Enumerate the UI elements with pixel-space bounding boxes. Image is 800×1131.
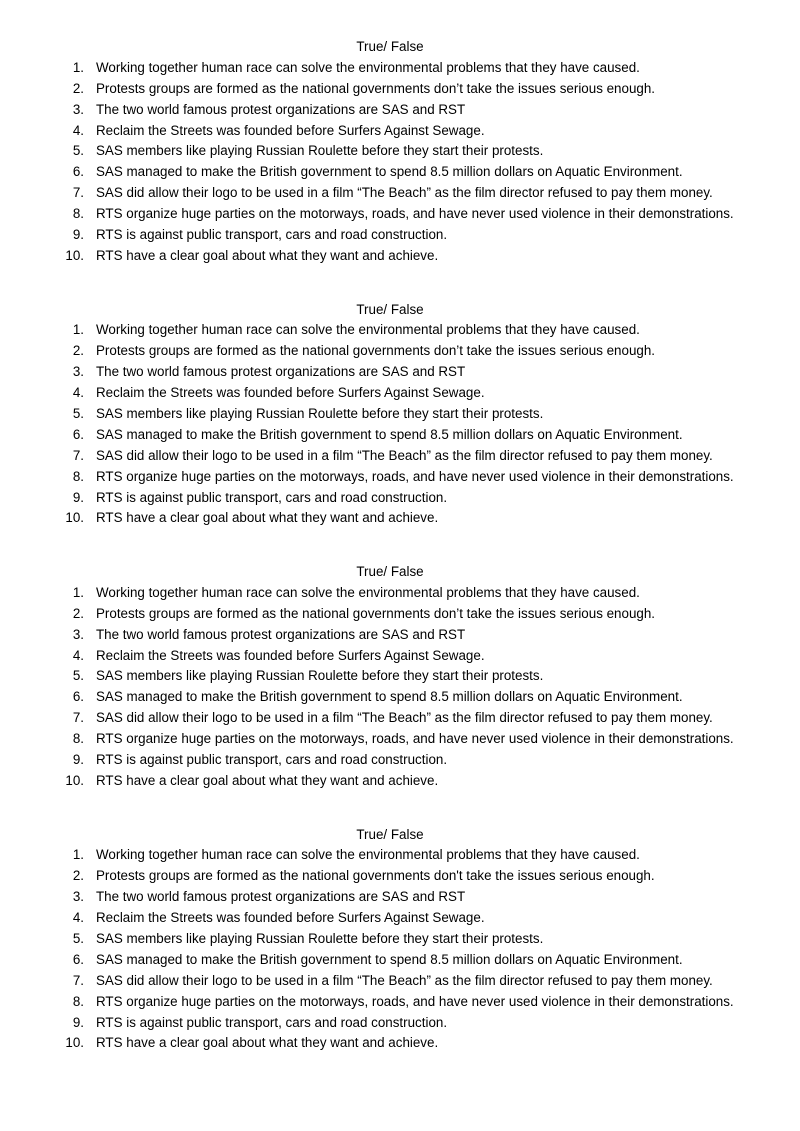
- question-text: SAS did allow their logo to be used in a film “The Beach” as the film director refused to pay them money.: [96, 185, 713, 201]
- question-number: 9.: [72, 489, 84, 505]
- question-number: 3.: [72, 889, 84, 905]
- question-number: 2.: [72, 605, 84, 621]
- question-number: 5.: [72, 143, 84, 159]
- question-number: 3.: [72, 626, 84, 642]
- section-title: True/ False: [356, 39, 424, 54]
- question-text: SAS members like playing Russian Roulette before they start their protests.: [96, 405, 544, 421]
- question-number: 8.: [72, 993, 84, 1009]
- question-text: RTS have a clear goal about what they want and achieve.: [96, 510, 439, 526]
- question-text: SAS members like playing Russian Roulette before they start their protests.: [96, 930, 544, 946]
- question-text: Reclaim the Streets was founded before Surfers Against Sewage.: [96, 122, 485, 138]
- question-text: RTS have a clear goal about what they want and achieve.: [96, 772, 439, 788]
- question-text: RTS organize huge parties on the motorways, roads, and have never used violence in their demonstrations.: [96, 993, 734, 1009]
- question-text: Working together human race can solve the environmental problems that they have caused.: [96, 584, 640, 600]
- question-number: 10.: [65, 247, 84, 263]
- question-number: 8.: [72, 206, 84, 222]
- question-number: 6.: [72, 689, 84, 705]
- question-text: Working together human race can solve the environmental problems that they have caused.: [96, 59, 640, 75]
- question-number: 4.: [72, 122, 84, 138]
- question-text: Protests groups are formed as the national governments don’t take the issues serious enough.: [96, 80, 656, 96]
- question-number: 7.: [72, 447, 84, 463]
- question-text: The two world famous protest organizations are SAS and RST: [96, 101, 466, 117]
- question-text: SAS managed to make the British government to spend 8.5 million dollars on Aquatic Environment.: [96, 951, 683, 967]
- question-number: 1.: [72, 59, 84, 75]
- question-number: 6.: [72, 951, 84, 967]
- question-text: SAS managed to make the British government to spend 8.5 million dollars on Aquatic Environment.: [96, 164, 683, 180]
- question-number: 2.: [72, 868, 84, 884]
- question-number: 5.: [72, 930, 84, 946]
- question-text: Reclaim the Streets was founded before Surfers Against Sewage.: [96, 647, 485, 663]
- question-text: RTS is against public transport, cars and road construction.: [96, 489, 448, 505]
- question-text: RTS have a clear goal about what they want and achieve.: [96, 1035, 439, 1051]
- question-text: Reclaim the Streets was founded before Surfers Against Sewage.: [96, 385, 485, 401]
- question-text: SAS managed to make the British government to spend 8.5 million dollars on Aquatic Environment.: [96, 689, 683, 705]
- question-text: RTS organize huge parties on the motorways, roads, and have never used violence in their demonstrations.: [96, 468, 734, 484]
- question-text: SAS managed to make the British government to spend 8.5 million dollars on Aquatic Environment.: [96, 426, 683, 442]
- question-number: 7.: [72, 185, 84, 201]
- question-number: 1.: [72, 847, 84, 863]
- question-number: 9.: [72, 1014, 84, 1030]
- question-number: 3.: [72, 101, 84, 117]
- question-text: RTS is against public transport, cars and road construction.: [96, 227, 448, 243]
- question-text: SAS members like playing Russian Roulette before they start their protests.: [96, 668, 544, 684]
- question-text: Protests groups are formed as the national governments don't take the issues serious enough.: [96, 868, 655, 884]
- question-text: RTS is against public transport, cars and road construction.: [96, 1014, 448, 1030]
- question-number: 2.: [72, 80, 84, 96]
- question-number: 6.: [72, 164, 84, 180]
- question-text: RTS organize huge parties on the motorways, roads, and have never used violence in their demonstrations.: [96, 731, 734, 747]
- question-text: SAS members like playing Russian Roulette before they start their protests.: [96, 143, 544, 159]
- section-title: True/ False: [356, 564, 424, 579]
- question-text: Working together human race can solve the environmental problems that they have caused.: [96, 847, 640, 863]
- question-text: The two world famous protest organizations are SAS and RST: [96, 364, 466, 380]
- question-text: Protests groups are formed as the national governments don’t take the issues serious enough.: [96, 343, 656, 359]
- question-number: 5.: [72, 405, 84, 421]
- question-number: 8.: [72, 468, 84, 484]
- question-text: RTS organize huge parties on the motorways, roads, and have never used violence in their demonstrations.: [96, 206, 734, 222]
- question-number: 4.: [72, 910, 84, 926]
- question-number: 4.: [72, 647, 84, 663]
- question-number: 9.: [72, 227, 84, 243]
- question-number: 10.: [65, 510, 84, 526]
- question-number: 8.: [72, 731, 84, 747]
- question-number: 10.: [65, 1035, 84, 1051]
- question-text: Working together human race can solve the environmental problems that they have caused.: [96, 322, 640, 338]
- section-title: True/ False: [356, 826, 424, 842]
- question-number: 4.: [72, 385, 84, 401]
- question-text: RTS have a clear goal about what they want and achieve.: [96, 247, 439, 263]
- question-text: Reclaim the Streets was founded before Surfers Against Sewage.: [96, 910, 485, 926]
- question-number: 9.: [72, 752, 84, 768]
- question-text: The two world famous protest organizations are SAS and RST: [96, 626, 466, 642]
- question-text: SAS did allow their logo to be used in a film “The Beach” as the film director refused to pay them money.: [96, 710, 713, 726]
- question-number: 2.: [72, 343, 84, 359]
- question-text: The two world famous protest organizations are SAS and RST: [96, 889, 466, 905]
- question-number: 3.: [72, 364, 84, 380]
- question-number: 6.: [72, 426, 84, 442]
- question-number: 10.: [65, 772, 84, 788]
- question-number: 1.: [72, 322, 84, 338]
- question-text: RTS is against public transport, cars and road construction.: [96, 752, 448, 768]
- question-number: 1.: [72, 584, 84, 600]
- question-text: SAS did allow their logo to be used in a film “The Beach” as the film director refused to pay them money.: [96, 972, 713, 988]
- question-number: 7.: [72, 972, 84, 988]
- section-title: True/ False: [356, 301, 424, 317]
- question-text: Protests groups are formed as the national governments don’t take the issues serious enough.: [96, 605, 656, 621]
- question-number: 5.: [72, 668, 84, 684]
- question-number: 7.: [72, 710, 84, 726]
- question-text: SAS did allow their logo to be used in a film “The Beach” as the film director refused to pay them money.: [96, 447, 713, 463]
